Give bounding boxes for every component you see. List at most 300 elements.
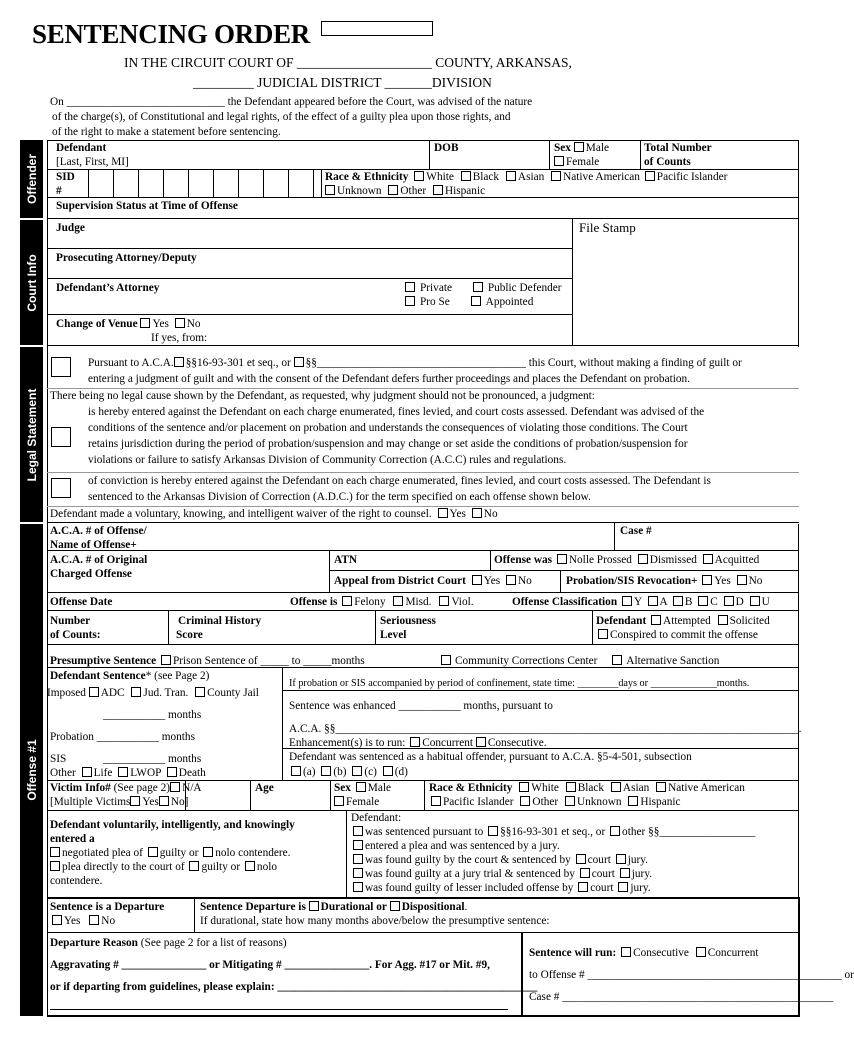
revocation-no-checkbox[interactable] bbox=[737, 575, 747, 585]
sis-months: ___________ months bbox=[103, 753, 202, 765]
other-sentence-label: Other bbox=[50, 767, 76, 779]
native-american-checkbox[interactable] bbox=[551, 171, 561, 181]
classification-label: Offense Classification bbox=[512, 596, 618, 608]
multiple-yes-label: Yes bbox=[142, 796, 159, 808]
seriousness-label-1: Seriousness bbox=[380, 615, 436, 627]
sentenced-other-checkbox[interactable] bbox=[610, 826, 620, 836]
criminal-history-label-1: Criminal History bbox=[178, 615, 262, 627]
sentenced-pursuant-checkbox[interactable] bbox=[353, 826, 363, 836]
atn-label: ATN bbox=[334, 554, 358, 566]
found-jury-court-checkbox[interactable] bbox=[580, 868, 590, 878]
venue-no-checkbox[interactable] bbox=[175, 318, 185, 328]
departure-reason-label: Departure Reason bbox=[50, 937, 138, 949]
victim-pacific-label: Pacific Islander bbox=[443, 796, 514, 808]
asian-label: Asian bbox=[517, 171, 545, 183]
sub-a-label: (a) bbox=[303, 766, 316, 778]
public-defender-checkbox[interactable] bbox=[473, 282, 483, 292]
total-counts-label-2: of Counts bbox=[644, 156, 691, 168]
pro-se-checkbox[interactable] bbox=[405, 296, 415, 306]
found-court-jury-checkbox[interactable] bbox=[616, 854, 626, 864]
found-jury-checkbox[interactable] bbox=[353, 868, 363, 878]
victim-asian-checkbox[interactable] bbox=[611, 782, 621, 792]
dispositional-label: Dispositional bbox=[401, 901, 465, 913]
victim-see-label: (See page 2) bbox=[113, 782, 171, 794]
departing-explain-line: or if departing from guidelines, please explain: ______________________________________________ bbox=[50, 981, 538, 993]
judgment-probation-checkbox[interactable] bbox=[51, 427, 71, 447]
intro-line-2: of the charge(s), of Constitutional and legal rights, of the effect of a guilty plea upon those rights, and bbox=[52, 111, 511, 123]
direct-nolo-label: nolo bbox=[256, 861, 278, 873]
public-defender-label: Public Defender bbox=[487, 282, 562, 294]
class-a-checkbox[interactable] bbox=[648, 596, 658, 606]
aca-offense-label-2: Name of Offense+ bbox=[50, 539, 137, 551]
found-jury-jury-label: jury. bbox=[631, 868, 653, 880]
venue-no-label: No bbox=[186, 318, 201, 330]
criminal-history-label-2: Score bbox=[176, 629, 203, 641]
jury-plea-row bbox=[353, 839, 560, 853]
viol-label: Viol. bbox=[451, 596, 474, 608]
original-charge-label-2: Charged Offense bbox=[50, 568, 132, 580]
alt-sanction-label: Alternative Sanction bbox=[626, 655, 720, 667]
felony-checkbox[interactable] bbox=[342, 596, 352, 606]
waiver-no-checkbox[interactable] bbox=[472, 508, 482, 518]
departure-is-label: Sentence Departure is bbox=[200, 901, 306, 913]
conspired-row bbox=[598, 628, 758, 642]
dob-label: DOB bbox=[434, 142, 459, 154]
number-counts-label-1: Number bbox=[50, 615, 91, 627]
durational-checkbox[interactable] bbox=[309, 901, 319, 911]
barcode-box[interactable] bbox=[321, 21, 433, 36]
victim-male-label: Male bbox=[367, 782, 391, 794]
departure-yes-checkbox[interactable] bbox=[52, 915, 62, 925]
found-court-jury-label: jury. bbox=[627, 854, 648, 866]
defendant-label: Defendant bbox=[56, 142, 107, 154]
private-checkbox[interactable] bbox=[405, 282, 415, 292]
nolle-prossed-checkbox[interactable] bbox=[557, 554, 567, 564]
hispanic-checkbox[interactable] bbox=[433, 185, 443, 195]
offense-is-label: Offense is bbox=[290, 596, 338, 608]
sub-d-checkbox[interactable] bbox=[383, 766, 393, 776]
multiple-no-label: No] bbox=[170, 796, 189, 808]
white-checkbox[interactable] bbox=[414, 171, 424, 181]
sub-b-checkbox[interactable] bbox=[321, 766, 331, 776]
case-line: Case # ________________________________________________ bbox=[529, 991, 834, 1003]
victim-pacific-checkbox[interactable] bbox=[431, 796, 441, 806]
jury-plea-checkbox[interactable] bbox=[353, 840, 363, 850]
direct-guilty-checkbox[interactable] bbox=[189, 861, 199, 871]
direct-plea-checkbox[interactable] bbox=[50, 861, 60, 871]
found-lesser-court-checkbox[interactable] bbox=[578, 882, 588, 892]
hispanic-label: Hispanic bbox=[444, 185, 486, 197]
class-y-checkbox[interactable] bbox=[622, 596, 632, 606]
supervision-label: Supervision Status at Time of Offense bbox=[56, 200, 238, 212]
number-counts-label-2: of Counts: bbox=[50, 629, 101, 641]
lwop-label: LWOP bbox=[130, 767, 161, 779]
section-offender: Offender bbox=[20, 140, 43, 218]
negotiated-plea-row bbox=[50, 846, 291, 860]
presumptive-row bbox=[50, 654, 365, 668]
found-lesser-court-label: court bbox=[590, 882, 614, 894]
waiver-no-label: No bbox=[483, 508, 498, 520]
death-checkbox[interactable] bbox=[167, 767, 177, 777]
victim-na-checkbox[interactable] bbox=[170, 782, 180, 792]
voluntary-label-1: Defendant voluntarily, intelligently, and knowingly bbox=[50, 819, 295, 831]
victim-info-row bbox=[50, 781, 202, 795]
sub-a-checkbox[interactable] bbox=[291, 766, 301, 776]
departure-reason-see-label: (See page 2 for a list of reasons) bbox=[140, 937, 287, 949]
attempted-label: Attempted bbox=[663, 615, 711, 627]
acquitted-checkbox[interactable] bbox=[703, 554, 713, 564]
class-y-label: Y bbox=[633, 596, 642, 608]
victim-other-checkbox[interactable] bbox=[520, 796, 530, 806]
appointed-label: Appointed bbox=[485, 296, 534, 308]
waiver-row bbox=[50, 507, 498, 521]
conviction-line-1: of conviction is hereby entered against the Defendant on each charge enumerated, fines levied, and court costs assessed. The Defendant is bbox=[88, 475, 711, 487]
adc-checkbox[interactable] bbox=[89, 687, 99, 697]
departure-type-row: Sentence Departure is Durational or Dispositional. bbox=[200, 901, 468, 913]
misd-checkbox[interactable] bbox=[393, 596, 403, 606]
appeal-no-label: No bbox=[518, 575, 532, 587]
victim-sex-label: Sex bbox=[334, 782, 351, 794]
found-court-label: was found guilty by the court & sentenced by bbox=[365, 854, 571, 866]
enh-consecutive-label: Consecutive. bbox=[487, 737, 547, 749]
prison-sentence-checkbox[interactable] bbox=[161, 655, 171, 665]
offense-was-row bbox=[494, 553, 759, 567]
class-c-label: C bbox=[710, 596, 718, 608]
multiple-yes-checkbox[interactable] bbox=[130, 796, 140, 806]
durational-label: Durational or bbox=[320, 901, 387, 913]
female-label: Female bbox=[566, 156, 600, 168]
enh-concurrent-checkbox[interactable] bbox=[410, 737, 420, 747]
class-d-label: D bbox=[735, 596, 744, 608]
intro-line-3: of the right to make a statement before sentencing. bbox=[52, 126, 281, 138]
enhancement-run-row bbox=[289, 736, 547, 750]
found-lesser-jury-label: jury. bbox=[630, 882, 651, 894]
victim-native-american-checkbox[interactable] bbox=[656, 782, 666, 792]
defense-attorney-label: Defendant’s Attorney bbox=[56, 282, 160, 294]
sid-number-label: # bbox=[56, 185, 62, 197]
female-checkbox[interactable] bbox=[554, 156, 564, 166]
direct-nolo-checkbox[interactable] bbox=[245, 861, 255, 871]
male-label: Male bbox=[585, 142, 609, 154]
race-label: Race & Ethnicity bbox=[325, 171, 409, 183]
revocation-row bbox=[566, 574, 762, 588]
probation-months: Probation ___________ months bbox=[50, 731, 195, 743]
judgment-line-3: retains jurisdiction during the period of probation/suspension and may change or set aside the conditions of probation/suspension for bbox=[88, 438, 688, 450]
found-jury-court-label: court bbox=[591, 868, 615, 880]
felony-label: Felony bbox=[354, 596, 386, 608]
found-lesser-row bbox=[353, 881, 651, 895]
dismissed-label: Dismissed bbox=[649, 554, 697, 566]
direct-plea-row bbox=[50, 860, 277, 874]
victim-white-checkbox[interactable] bbox=[519, 782, 529, 792]
waiver-yes-label: Yes bbox=[449, 508, 466, 520]
life-checkbox[interactable] bbox=[82, 767, 92, 777]
victim-female-label: Female bbox=[346, 796, 380, 808]
life-label: Life bbox=[93, 767, 113, 779]
aca-other-checkbox[interactable] bbox=[294, 357, 304, 367]
victim-unknown-checkbox[interactable] bbox=[565, 796, 575, 806]
run-consecutive-checkbox[interactable] bbox=[621, 947, 631, 957]
pursuant-line-2: entering a judgment of guilt and with the consent of the Defendant defers further proceedings and places the Defendant on probation. bbox=[88, 373, 690, 385]
enhancement-run-label: Enhancement(s) is to run: bbox=[289, 737, 406, 749]
adc-label: ADC bbox=[100, 687, 125, 699]
found-court-court-label: court bbox=[587, 854, 611, 866]
victim-race-row-1 bbox=[429, 781, 745, 795]
victim-black-label: Black bbox=[577, 782, 605, 794]
aca-16-93-checkbox[interactable] bbox=[174, 357, 184, 367]
victim-white-label: White bbox=[531, 782, 559, 794]
attempt-row bbox=[596, 614, 770, 628]
departure-no-label: No bbox=[101, 915, 116, 927]
departure-reason-row bbox=[50, 936, 287, 950]
venue-yes-label: Yes bbox=[152, 318, 169, 330]
victim-asian-label: Asian bbox=[622, 782, 650, 794]
negotiated-guilty-label: guilty or bbox=[159, 847, 199, 859]
private-label: Private bbox=[420, 282, 452, 294]
male-checkbox[interactable] bbox=[574, 142, 584, 152]
no-legal-cause: There being no legal cause shown by the Defendant, as requested, why judgment should not be pronounced, a judgment: bbox=[50, 390, 595, 402]
race-row-1 bbox=[325, 170, 727, 184]
multiple-victims-label: [Multiple Victims bbox=[50, 796, 131, 808]
appointed-checkbox[interactable] bbox=[471, 296, 481, 306]
direct-guilty-label: guilty or bbox=[201, 861, 241, 873]
found-court-court-checkbox[interactable] bbox=[576, 854, 586, 864]
attempt-defendant-label: Defendant bbox=[596, 615, 647, 627]
venue-label: Change of Venue bbox=[56, 318, 138, 330]
seriousness-label-2: Level bbox=[380, 629, 407, 641]
sentenced-pursuant-row bbox=[353, 825, 755, 839]
run-concurrent-checkbox[interactable] bbox=[696, 947, 706, 957]
offense-was-label: Offense was bbox=[494, 554, 553, 566]
pursuant-aca-label: Pursuant to A.C.A. bbox=[88, 357, 174, 369]
death-label: Death bbox=[178, 767, 206, 779]
presumptive-label: Presumptive Sentence bbox=[50, 655, 157, 667]
victim-age-label: Age bbox=[255, 782, 274, 794]
appeal-no-checkbox[interactable] bbox=[506, 575, 516, 585]
judgment-line-2: conditions of the sentence and/or placement on probation and understands the consequences of violating those conditions. The Court bbox=[88, 422, 688, 434]
multiple-victims-row bbox=[50, 795, 188, 809]
found-lesser-checkbox[interactable] bbox=[353, 882, 363, 892]
imposed-row bbox=[47, 686, 259, 700]
negotiated-nolo-label: nolo contendere. bbox=[215, 847, 291, 859]
conspired-checkbox[interactable] bbox=[598, 629, 608, 639]
change-of-venue-row bbox=[56, 317, 201, 331]
departure-label: Sentence is a Departure bbox=[50, 901, 165, 913]
classification-row bbox=[512, 595, 770, 609]
prosecutor-label: Prosecuting Attorney/Deputy bbox=[56, 252, 197, 264]
jury-plea-label: entered a plea and was sentenced by a jury. bbox=[365, 840, 560, 852]
found-court-checkbox[interactable] bbox=[353, 854, 363, 864]
ccc-checkbox[interactable] bbox=[441, 655, 451, 665]
pacific-islander-label: Pacific Islander bbox=[656, 171, 728, 183]
file-stamp-label: File Stamp bbox=[579, 220, 636, 235]
sentence-run-label: Sentence will run: bbox=[529, 947, 617, 959]
sub-b-label: (b) bbox=[333, 766, 347, 778]
ccc-label: Community Corrections Center bbox=[455, 655, 598, 667]
victim-na-label: N/A bbox=[182, 782, 202, 794]
defendant-hint: [Last, First, MI] bbox=[56, 156, 129, 168]
jud-tran-label: Jud. Tran. bbox=[143, 687, 189, 699]
if-durational-label: If durational, state how many months above/below the presumptive sentence: bbox=[200, 915, 550, 927]
offense-is-row bbox=[290, 595, 474, 609]
sub-d-label: (d) bbox=[394, 766, 408, 778]
negotiated-guilty-checkbox[interactable] bbox=[148, 847, 158, 857]
class-a-label: A bbox=[659, 596, 668, 608]
pursuant-line-1 bbox=[88, 356, 742, 370]
sex-field bbox=[554, 141, 609, 155]
dismissed-checkbox[interactable] bbox=[638, 554, 648, 564]
county-jail-checkbox[interactable] bbox=[195, 687, 205, 697]
revocation-yes-label: Yes bbox=[714, 575, 731, 587]
defendant-sentence-row bbox=[50, 669, 209, 683]
county-jail-label: County Jail bbox=[207, 687, 259, 699]
victim-race-label: Race & Ethnicity bbox=[429, 782, 513, 794]
conviction-adc-checkbox[interactable] bbox=[51, 478, 71, 498]
court-line: IN THE CIRCUIT COURT OF ____________________ COUNTY, ARKANSAS, bbox=[124, 55, 572, 70]
revocation-label: Probation/SIS Revocation+ bbox=[566, 575, 698, 587]
victim-race-row-2 bbox=[429, 795, 681, 809]
negotiated-plea-label: negotiated plea of bbox=[62, 847, 143, 859]
contendere-label: contendere. bbox=[50, 875, 103, 887]
appeal-row bbox=[334, 574, 532, 588]
race-row-2 bbox=[325, 184, 485, 198]
run-consecutive-label: Consecutive bbox=[633, 947, 689, 959]
jud-tran-checkbox[interactable] bbox=[131, 687, 141, 697]
other-checkbox[interactable] bbox=[388, 185, 398, 195]
sentenced-16-93-checkbox[interactable] bbox=[488, 826, 498, 836]
lwop-checkbox[interactable] bbox=[118, 767, 128, 777]
negotiated-plea-checkbox[interactable] bbox=[50, 847, 60, 857]
victim-black-checkbox[interactable] bbox=[566, 782, 576, 792]
victim-other-label: Other bbox=[532, 796, 559, 808]
prison-sentence-label: Prison Sentence of _____ to _____months bbox=[172, 655, 365, 667]
black-label: Black bbox=[472, 171, 500, 183]
misd-label: Misd. bbox=[405, 596, 432, 608]
imposed-label: Imposed bbox=[47, 687, 86, 699]
revocation-yes-checkbox[interactable] bbox=[702, 575, 712, 585]
appeal-label: Appeal from District Court bbox=[334, 575, 466, 587]
judge-label: Judge bbox=[56, 222, 85, 234]
judgment-line-1: is hereby entered against the Defendant on each charge enumerated, fines levied, and court costs assessed. Defendant was advised of the bbox=[88, 406, 705, 418]
waiver-label: Defendant made a voluntary, knowing, and intelligent waiver of the right to counsel. bbox=[50, 508, 432, 520]
enh-concurrent-label: Concurrent bbox=[422, 737, 474, 749]
enh-consecutive-checkbox[interactable] bbox=[476, 737, 486, 747]
asian-checkbox[interactable] bbox=[506, 171, 516, 181]
section-legal-statement: Legal Statement bbox=[20, 347, 43, 522]
unknown-checkbox[interactable] bbox=[325, 185, 335, 195]
enhanced-line: Sentence was enhanced ___________ months, pursuant to bbox=[289, 700, 553, 712]
other-sentence-row bbox=[50, 766, 206, 780]
other-label: Other bbox=[400, 185, 427, 197]
sentenced-pursuant-label: was sentenced pursuant to bbox=[365, 826, 484, 838]
found-lesser-jury-checkbox[interactable] bbox=[618, 882, 628, 892]
appeal-yes-label: Yes bbox=[483, 575, 501, 587]
victim-info-label: Victim Info# bbox=[50, 782, 111, 794]
class-b-checkbox[interactable] bbox=[673, 596, 683, 606]
form-title: SENTENCING ORDER bbox=[32, 19, 311, 49]
sis-label: SIS bbox=[50, 753, 67, 765]
found-jury-row bbox=[353, 867, 652, 881]
sentence-run-row bbox=[529, 946, 759, 960]
to-offense-line: to Offense # _____________________________________________ or bbox=[529, 969, 854, 981]
direct-plea-label: plea directly to the court of bbox=[62, 861, 185, 873]
departure-no-checkbox[interactable] bbox=[89, 915, 99, 925]
solicited-label: Solicited bbox=[729, 615, 770, 627]
intro-line-1: On ____________________________ the Defendant appeared before the Court, was advised of the nature bbox=[50, 96, 533, 108]
conspired-label: Conspired to commit the offense bbox=[610, 629, 758, 641]
viol-checkbox[interactable] bbox=[439, 596, 449, 606]
victim-female-checkbox[interactable] bbox=[334, 796, 344, 806]
black-checkbox[interactable] bbox=[461, 171, 471, 181]
solicited-checkbox[interactable] bbox=[718, 615, 728, 625]
class-u-checkbox[interactable] bbox=[750, 596, 760, 606]
section-court-info: Court Info bbox=[20, 220, 43, 345]
departure-yes-label: Yes bbox=[64, 915, 81, 927]
attempted-checkbox[interactable] bbox=[651, 615, 661, 625]
found-jury-jury-checkbox[interactable] bbox=[620, 868, 630, 878]
pacific-islander-checkbox[interactable] bbox=[645, 171, 655, 181]
judgment-line-4: violations or failure to satisfy Arkansas Division of Community Correction (A.C.C) rules and regulations. bbox=[88, 454, 567, 466]
class-b-label: B bbox=[684, 596, 693, 608]
section-offense: Offense #1 bbox=[20, 524, 43, 1016]
venue-yes-checkbox[interactable] bbox=[140, 318, 150, 328]
ccc-option bbox=[441, 654, 719, 668]
found-jury-label: was found guilty at a jury trial & sentenced by bbox=[365, 868, 575, 880]
sentenced-other-label: other §§_________________ bbox=[622, 826, 756, 838]
sentenced-16-93-label: §§16-93-301 et seq., or bbox=[500, 826, 606, 838]
see-page2-label: * (see Page 2) bbox=[145, 670, 210, 682]
class-d-checkbox[interactable] bbox=[724, 596, 734, 606]
sid-label: SID bbox=[56, 171, 75, 183]
waiver-yes-checkbox[interactable] bbox=[438, 508, 448, 518]
female-option bbox=[554, 155, 599, 169]
class-u-label: U bbox=[761, 596, 770, 608]
dispositional-checkbox[interactable] bbox=[390, 901, 400, 911]
defendant-sentence-label: Defendant Sentence bbox=[50, 670, 146, 682]
imposed-months: ___________ months bbox=[103, 709, 202, 721]
pro-se-label: Pro Se bbox=[420, 296, 450, 308]
habitual-line: Defendant was sentenced as a habitual offender, pursuant to A.C.A. §5-4-501, subsection bbox=[289, 751, 692, 763]
revocation-no-label: No bbox=[748, 575, 763, 587]
habitual-subsection-row bbox=[291, 765, 408, 779]
deferred-probation-checkbox[interactable] bbox=[51, 357, 71, 377]
attorney-type-row-1 bbox=[405, 281, 562, 295]
victim-male-checkbox[interactable] bbox=[356, 782, 366, 792]
victim-native-american-label: Native American bbox=[668, 782, 745, 794]
class-c-checkbox[interactable] bbox=[698, 596, 708, 606]
total-counts-label-1: Total Number bbox=[644, 142, 712, 154]
aggravating-line: Aggravating # _______________ or Mitigating # _______________. For Agg. #17 or Mit. #9, bbox=[50, 959, 490, 971]
nolle-prossed-label: Nolle Prossed bbox=[568, 554, 632, 566]
departure-yes-no-row bbox=[52, 914, 115, 928]
pursuant-other-label: §§_____________________________________ this Court, without making a finding of guilt or bbox=[305, 357, 742, 369]
unknown-label: Unknown bbox=[337, 185, 382, 197]
multiple-no-checkbox[interactable] bbox=[159, 796, 169, 806]
found-court-row bbox=[353, 853, 648, 867]
conviction-line-2: sentenced to the Arkansas Division of Correction (A.D.C.) for the term specified on each offense shown below. bbox=[88, 491, 591, 503]
run-concurrent-label: Concurrent bbox=[707, 947, 759, 959]
appeal-yes-checkbox[interactable] bbox=[472, 575, 482, 585]
defendant-colon-label: Defendant: bbox=[351, 812, 402, 824]
victim-unknown-label: Unknown bbox=[576, 796, 622, 808]
sub-c-checkbox[interactable] bbox=[352, 766, 362, 776]
alt-sanction-checkbox[interactable] bbox=[612, 655, 622, 665]
district-line: _________ JUDICIAL DISTRICT _______DIVISION bbox=[193, 75, 492, 90]
victim-hispanic-checkbox[interactable] bbox=[628, 796, 638, 806]
victim-sex-row bbox=[334, 781, 391, 795]
offense-date-label: Offense Date bbox=[50, 596, 113, 608]
negotiated-nolo-checkbox[interactable] bbox=[203, 847, 213, 857]
